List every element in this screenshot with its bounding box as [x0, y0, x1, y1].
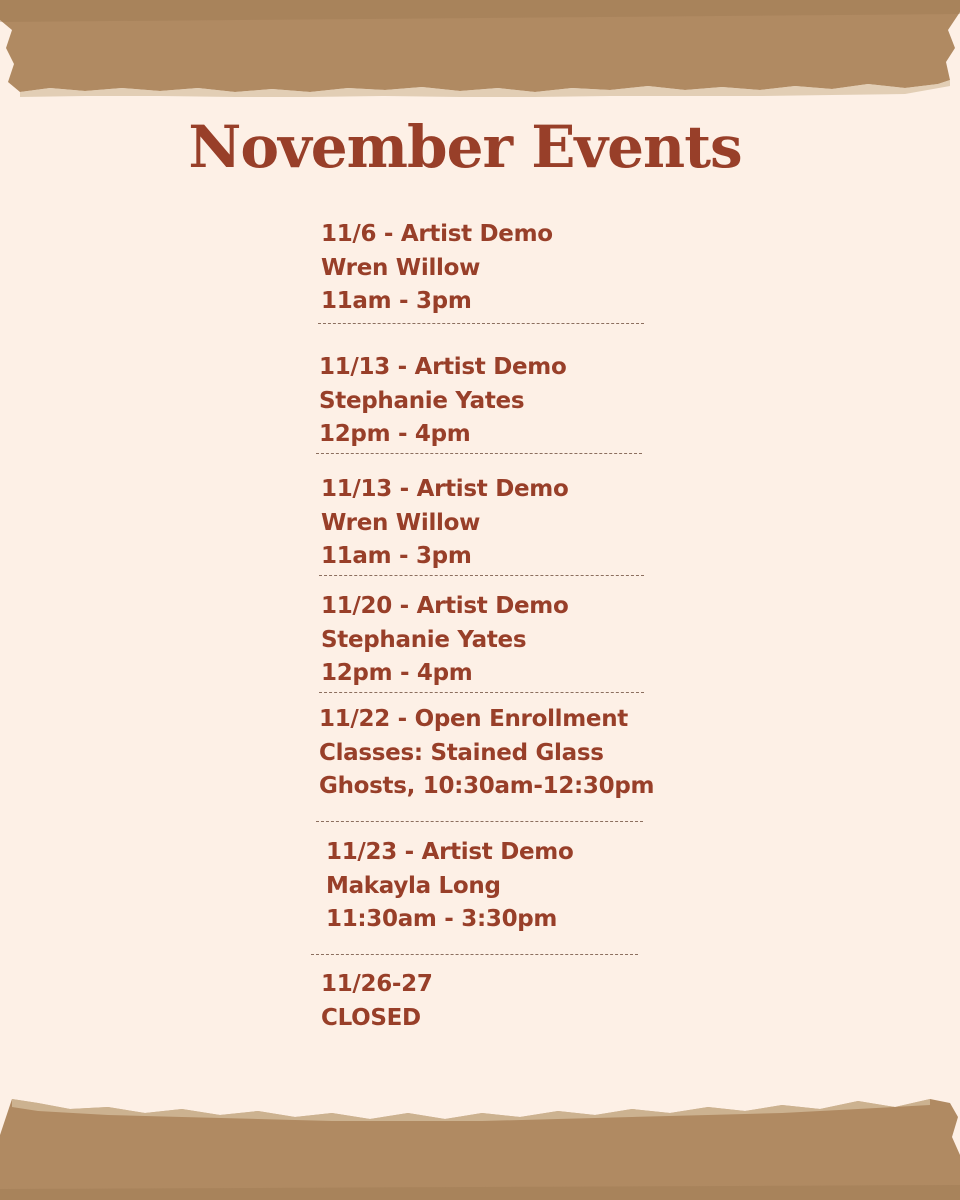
event-date-title: 11/13 - Artist Demo	[321, 476, 569, 502]
event-date: 11/26-27	[321, 971, 433, 997]
event-time: 11:30am - 3:30pm	[326, 906, 558, 932]
event-date-title: 11/20 - Artist Demo	[321, 593, 569, 619]
event-item	[321, 218, 553, 319]
event-time: 12pm - 4pm	[321, 660, 473, 686]
torn-paper-top	[0, 0, 960, 100]
event-status: CLOSED	[321, 1004, 421, 1031]
event-artist: Makayla Long	[326, 872, 501, 899]
event-time: 11am - 3pm	[321, 543, 472, 569]
event-date-title: 11/6 - Artist Demo	[321, 221, 553, 247]
event-item	[321, 968, 433, 1035]
event-item	[321, 473, 568, 574]
event-class-time: Ghosts, 10:30am-12:30pm	[319, 773, 655, 799]
dashed-divider	[319, 692, 644, 693]
dashed-divider	[318, 323, 644, 324]
dashed-divider	[311, 954, 638, 955]
event-artist: Wren Willow	[321, 254, 481, 281]
event-date-title: 11/13 - Artist Demo	[319, 354, 567, 380]
event-item	[319, 351, 566, 452]
page-title: November Events	[188, 113, 742, 181]
event-time: 11am - 3pm	[321, 288, 472, 314]
dashed-divider	[316, 453, 642, 454]
event-item	[326, 836, 573, 937]
event-artist: Stephanie Yates	[321, 626, 527, 653]
event-item	[321, 590, 568, 691]
torn-paper-bottom	[0, 1095, 960, 1200]
event-item	[319, 703, 654, 804]
dashed-divider	[319, 575, 644, 576]
event-time: 12pm - 4pm	[319, 421, 471, 447]
event-date-title: 11/22 - Open Enrollment	[319, 706, 629, 732]
event-artist: Stephanie Yates	[319, 387, 525, 414]
event-artist: Wren Willow	[321, 509, 481, 536]
event-class-title: Classes: Stained Glass	[319, 739, 604, 766]
dashed-divider	[316, 821, 643, 822]
event-date-title: 11/23 - Artist Demo	[326, 839, 574, 865]
